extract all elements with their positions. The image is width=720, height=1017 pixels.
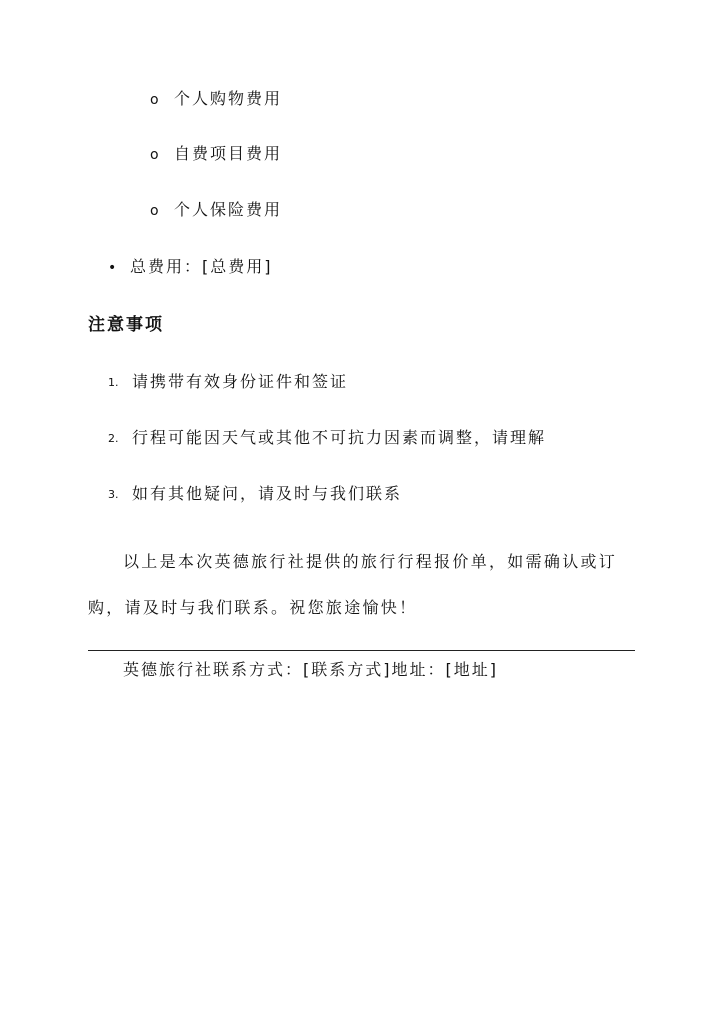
note-item-3	[108, 484, 402, 505]
disc-bullet-icon: •	[108, 260, 119, 276]
fee-item-insurance	[150, 200, 282, 221]
fee-item-optional	[150, 144, 282, 165]
footer-divider	[88, 650, 635, 651]
circle-bullet-icon: o	[150, 147, 161, 163]
fee-item-text: 自费项目费用	[174, 144, 283, 163]
circle-bullet-icon: o	[150, 92, 161, 108]
note-text: 行程可能因天气或其他不可抗力因素而调整，请理解	[132, 428, 547, 447]
fee-item-text: 个人保险费用	[174, 200, 283, 219]
footer-contact: 英德旅行社联系方式：[联系方式]地址：[地址]	[123, 660, 498, 679]
list-number: 1.	[108, 376, 119, 389]
fee-item-text: 个人购物费用	[174, 89, 283, 108]
notes-heading: 注意事项	[88, 315, 164, 335]
list-number: 2.	[108, 432, 119, 445]
circle-bullet-icon: o	[150, 203, 161, 219]
closing-paragraph: 以上是本次英德旅行社提供的旅行行程报价单，如需确认或订购，请及时与我们联系。祝您旅途愉快！	[88, 552, 618, 617]
total-fee-text: 总费用：[总费用]	[130, 257, 273, 276]
list-number: 3.	[108, 488, 119, 501]
total-fee-item	[108, 257, 273, 278]
note-item-2	[108, 428, 546, 449]
fee-item-shopping	[150, 89, 282, 110]
note-text: 如有其他疑问，请及时与我们联系	[132, 484, 403, 503]
note-item-1	[108, 372, 348, 393]
note-text: 请携带有效身份证件和签证	[132, 372, 349, 391]
